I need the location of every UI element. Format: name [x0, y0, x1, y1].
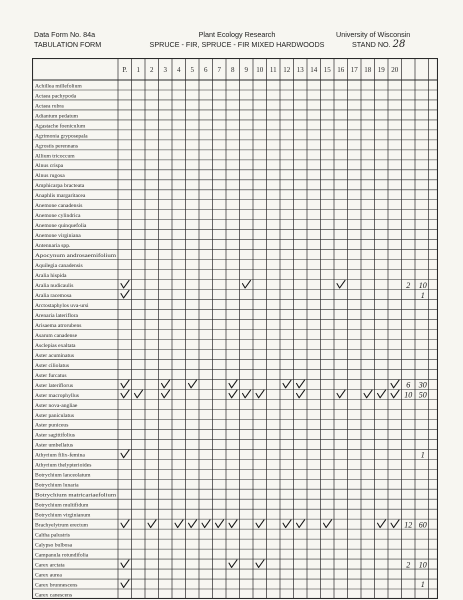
column-header-12: 12 — [283, 66, 291, 74]
species-name: Aster furcatus — [35, 372, 67, 379]
check-mark — [121, 390, 129, 398]
species-name: Aralia hispida — [35, 273, 67, 280]
column-header-p: P. — [122, 66, 128, 74]
species-name: Calypso bulbosa — [35, 542, 73, 549]
species-name: Agastache foeniculum — [35, 123, 86, 130]
form-number: Data Form No. 84a — [34, 30, 96, 39]
column-header-9: 9 — [244, 66, 248, 74]
species-name: Botrychium multifidum — [35, 502, 89, 509]
species-name: Aster nova-angliae — [35, 402, 78, 409]
species-name: Aralia racemosa — [35, 292, 72, 299]
organization: Plant Ecology Research — [198, 30, 276, 39]
species-name: Apocynum androsaemifolium — [35, 253, 102, 260]
check-mark — [121, 290, 129, 298]
species-name: Aster sagittifolius — [35, 432, 75, 439]
column-header-1: 1 — [136, 66, 140, 74]
species-name: Anemone cylindrica — [35, 213, 81, 220]
count-value: 2 — [406, 280, 411, 290]
column-header-18: 18 — [364, 66, 372, 74]
column-header-5: 5 — [190, 66, 194, 74]
column-header-8: 8 — [231, 66, 235, 74]
species-name: Botrychium virginianum — [35, 512, 91, 519]
species-name: Actaea pachypoda — [35, 93, 77, 100]
check-mark — [202, 520, 210, 528]
species-name: Aster ciliolatus — [35, 362, 70, 369]
species-name: Antennaria spp. — [35, 243, 71, 250]
check-mark — [121, 580, 129, 588]
species-name: Aster puniceus — [35, 422, 69, 429]
check-mark — [297, 380, 305, 388]
count-value: 6 — [406, 380, 411, 390]
total-value: 1 — [420, 580, 425, 590]
check-mark — [378, 390, 386, 398]
total-value: 60 — [418, 520, 427, 530]
check-mark — [216, 520, 224, 528]
species-name: Athyrium thelypterioides — [35, 462, 92, 469]
check-mark — [135, 390, 143, 398]
species-name: Caltha palustris — [35, 532, 70, 539]
stand-number-label — [352, 40, 405, 49]
species-name: Aster acuminatus — [35, 352, 74, 359]
check-mark — [162, 380, 170, 388]
species-name: Carex canescens — [35, 592, 73, 599]
species-name: Amphicarpa bracteata — [35, 183, 85, 190]
check-mark — [121, 280, 129, 288]
species-name: Anemone canadensis — [35, 203, 83, 210]
species-name: Asclepias exaltata — [35, 342, 76, 349]
check-mark — [283, 380, 291, 388]
column-header-15: 15 — [323, 66, 331, 74]
column-header-20: 20 — [391, 66, 399, 74]
total-value: 10 — [418, 280, 427, 290]
column-header-17: 17 — [350, 66, 358, 74]
species-name: Botrychium matricariaefolium — [35, 492, 104, 499]
species-name: Anaphlis margaritacea — [35, 193, 86, 200]
check-mark — [162, 390, 170, 398]
species-name: Arisaema atrorubens — [35, 322, 82, 329]
check-mark — [189, 520, 197, 528]
check-mark — [256, 390, 264, 398]
column-header-10: 10 — [256, 66, 264, 74]
species-name: Aster umbellatus — [35, 442, 74, 449]
column-header-13: 13 — [296, 66, 304, 74]
species-name: Achillea millefolium — [35, 83, 82, 90]
column-header-7: 7 — [217, 66, 221, 74]
column-header-14: 14 — [310, 66, 318, 74]
species-name: Athyrium filix-femina — [35, 452, 85, 459]
species-name: Aster lateriflorus — [35, 382, 74, 389]
count-value: 12 — [404, 520, 413, 530]
column-header-19: 19 — [377, 66, 385, 74]
species-name: Botrychium lunaria — [35, 482, 79, 489]
species-name: Arctostaphylos uva-ursi — [35, 302, 89, 309]
species-name: Agrostis perennans — [35, 143, 79, 150]
species-name: Brachyelytrum erectum — [35, 522, 88, 529]
check-mark — [364, 390, 372, 398]
species-name: Alnus crispa — [35, 163, 64, 170]
stand-number: 28 — [392, 39, 406, 50]
species-name: Anemone virginiana — [35, 233, 81, 240]
check-mark — [337, 390, 345, 398]
check-mark — [324, 520, 332, 528]
species-name: Aquilegia canadensis — [35, 263, 83, 270]
total-value: 1 — [420, 290, 425, 300]
species-name: Allium tricoccum — [35, 153, 75, 160]
check-mark — [391, 380, 399, 388]
species-name: Aster paniculatus — [35, 412, 74, 419]
species-name: Asarum canadense — [35, 332, 78, 339]
check-mark — [229, 520, 237, 528]
check-mark — [297, 520, 305, 528]
check-mark — [229, 560, 237, 568]
species-name: Campanula rotundifolia — [35, 552, 89, 559]
check-mark — [391, 520, 399, 528]
species-name: Adiantum pedatum — [35, 113, 79, 120]
species-name: Aralia nudicaulis — [35, 283, 74, 290]
count-value: 2 — [406, 560, 411, 570]
count-value: 10 — [404, 390, 413, 400]
check-mark — [391, 390, 399, 398]
check-mark — [121, 520, 129, 528]
check-mark — [121, 450, 129, 458]
column-header-3: 3 — [163, 66, 167, 74]
column-header-11: 11 — [269, 66, 277, 74]
check-mark — [283, 520, 291, 528]
check-mark — [256, 560, 264, 568]
species-name: Agrimonia gryposepala — [35, 133, 88, 140]
check-mark — [229, 390, 237, 398]
species-name: Arenaria lateriflora — [35, 312, 79, 319]
column-header-16: 16 — [337, 66, 345, 74]
university: University of Wisconsin — [336, 30, 411, 39]
check-mark — [121, 560, 129, 568]
species-name: Carex arctata — [35, 562, 65, 569]
column-header-6: 6 — [204, 66, 208, 74]
forest-type: SPRUCE - FIR, SPRUCE - FIR MIXED HARDWOODS — [149, 40, 325, 49]
check-mark — [148, 520, 156, 528]
species-name: Aster macrophyllus — [35, 392, 79, 399]
check-mark — [189, 380, 197, 388]
total-value: 30 — [418, 380, 427, 390]
check-mark — [297, 390, 305, 398]
species-name: Alnus rugosa — [35, 173, 65, 180]
species-name: Carex brunnescens — [35, 582, 78, 589]
check-mark — [175, 520, 183, 528]
check-mark — [121, 380, 129, 388]
check-mark — [243, 390, 251, 398]
column-header-2: 2 — [150, 66, 154, 74]
check-mark — [337, 280, 345, 288]
check-mark — [256, 520, 264, 528]
tabulation-grid — [32, 58, 438, 599]
check-mark — [229, 380, 237, 388]
check-mark — [378, 520, 386, 528]
stand-label: STAND NO. — [352, 40, 391, 49]
species-name: Botrychium lanceolatum — [35, 472, 91, 479]
species-name: Actaea rubra — [35, 103, 64, 110]
form-name: TABULATION FORM — [34, 40, 102, 49]
total-value: 50 — [418, 390, 427, 400]
column-header-4: 4 — [177, 66, 181, 74]
species-name: Anemone quinquefolia — [35, 223, 87, 230]
check-mark — [243, 280, 251, 288]
total-value: 10 — [418, 560, 427, 570]
grid-frame — [33, 59, 438, 599]
total-value: 1 — [420, 450, 425, 460]
species-name: Carex aurea — [35, 572, 62, 579]
